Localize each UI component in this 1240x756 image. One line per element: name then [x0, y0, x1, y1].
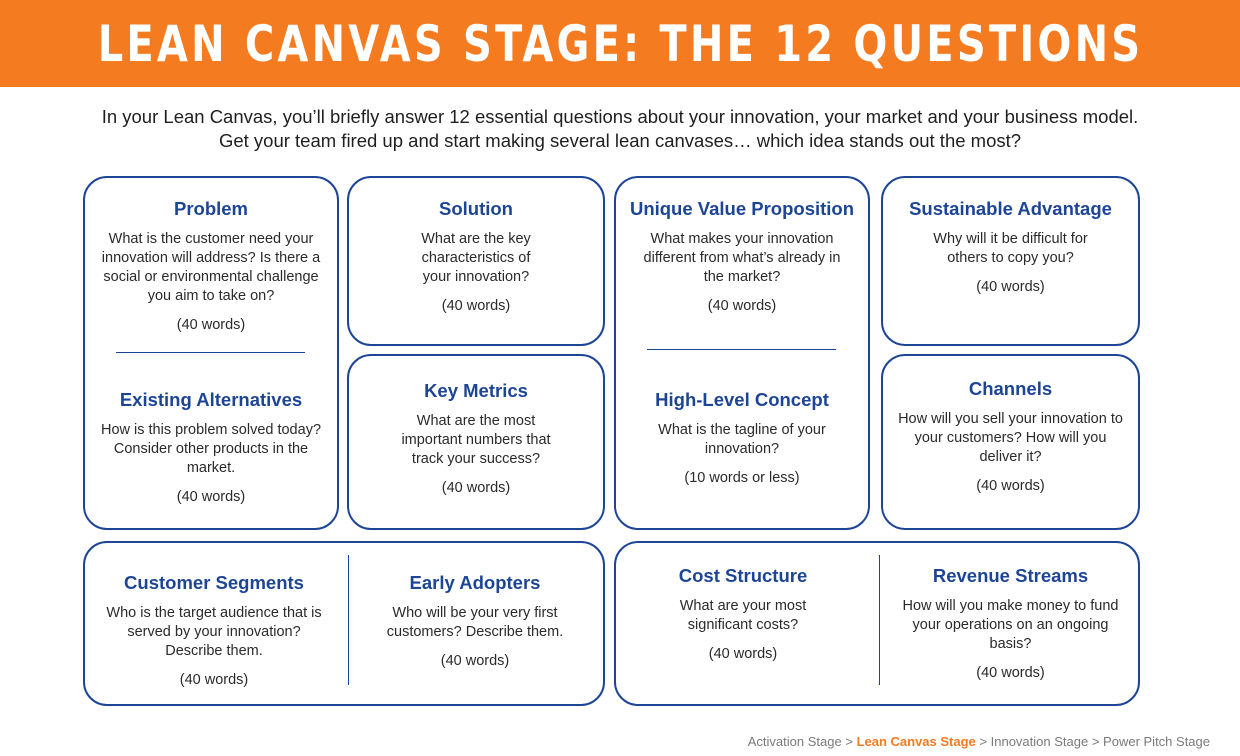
breadcrumb-lean-canvas-stage: Lean Canvas Stage	[856, 734, 976, 749]
existing-alternatives-word-limit: (40 words)	[176, 489, 246, 505]
high-level-concept-section	[624, 389, 860, 486]
breadcrumb-activation-stage: Activation Stage	[747, 734, 842, 749]
sustainable-advantage-section	[891, 198, 1130, 295]
cost-structure-question: What are your most significant costs?	[679, 598, 807, 633]
unique-value-proposition-section	[624, 198, 860, 314]
unique-value-proposition-question: What makes your innovation different from what’s already in the market?	[643, 231, 841, 285]
solution-word-limit: (40 words)	[441, 298, 511, 314]
key-metrics-question: What are the most important numbers that track your success?	[401, 413, 551, 467]
intro-line-2: Get your team fired up and start making several lean canvases… which idea stands out the most?	[218, 130, 1022, 151]
existing-alternatives-section	[93, 389, 329, 505]
channels-word-limit: (40 words)	[976, 478, 1045, 494]
unique-value-proposition-title: Unique Value Proposition	[629, 198, 855, 219]
existing-alternatives-title: Existing Alternatives	[119, 389, 303, 410]
solution-section	[357, 198, 595, 314]
revenue-streams-title: Revenue Streams	[932, 565, 1089, 586]
sustainable-advantage-word-limit: (40 words)	[976, 279, 1045, 295]
intro-text	[40, 105, 1200, 153]
cost-structure-divider	[879, 555, 880, 685]
customer-segments-word-limit: (40 words)	[179, 672, 249, 688]
page-title: LEAN CANVAS STAGE: THE 12 QUESTIONS	[97, 14, 1143, 73]
early-adopters-section	[360, 572, 590, 669]
breadcrumb-separator: >	[979, 734, 987, 749]
problem-section	[93, 198, 329, 333]
customer-segments-question: Who is the target audience that is served by your innovation? Describe them.	[106, 605, 322, 659]
customer-segments-divider	[348, 555, 349, 685]
revenue-streams-section	[891, 565, 1130, 681]
problem-title: Problem	[173, 198, 249, 219]
breadcrumb-separator: >	[1091, 734, 1100, 749]
revenue-streams-word-limit: (40 words)	[976, 665, 1045, 681]
high-level-concept-title: High-Level Concept	[655, 389, 829, 410]
breadcrumb-power-pitch-stage: Power Pitch Stage	[1103, 734, 1210, 749]
revenue-streams-question: How will you make money to fund your operations on an ongoing basis?	[902, 598, 1119, 652]
channels-section	[891, 378, 1130, 494]
cost-structure-word-limit: (40 words)	[708, 646, 778, 662]
channels-title: Channels	[968, 378, 1053, 399]
cost-structure-section	[624, 565, 862, 662]
cost-structure-title: Cost Structure	[678, 565, 808, 586]
problem-question: What is the customer need your innovation will address? Is there a social or environmental challenge you aim to take on?	[101, 231, 321, 304]
intro-line-1: In your Lean Canvas, you’ll briefly answer 12 essential questions about your innovation, your market and your business model.	[101, 106, 1139, 127]
early-adopters-question: Who will be your very first customers? Describe them.	[386, 605, 564, 640]
sustainable-advantage-question: Why will it be difficult for others to copy you?	[933, 231, 1088, 266]
title-banner	[0, 0, 1240, 87]
solution-question: What are the key characteristics of your innovation?	[421, 231, 531, 285]
channels-question: How will you sell your innovation to your customers? How will you deliver it?	[898, 411, 1123, 465]
uvp-divider	[647, 349, 836, 350]
key-metrics-section	[357, 380, 595, 496]
breadcrumb-innovation-stage: Innovation Stage	[990, 734, 1089, 749]
unique-value-proposition-word-limit: (40 words)	[707, 298, 777, 314]
problem-word-limit: (40 words)	[176, 317, 246, 333]
early-adopters-word-limit: (40 words)	[440, 653, 510, 669]
high-level-concept-question: What is the tagline of your innovation?	[658, 422, 826, 457]
customer-segments-title: Customer Segments	[124, 572, 304, 593]
breadcrumb-separator: >	[845, 734, 853, 749]
problem-divider	[116, 352, 305, 353]
existing-alternatives-question: How is this problem solved today? Consider other products in the market.	[100, 422, 322, 476]
high-level-concept-word-limit: (10 words or less)	[684, 470, 800, 486]
early-adopters-title: Early Adopters	[409, 572, 541, 593]
solution-title: Solution	[439, 198, 513, 219]
sustainable-advantage-title: Sustainable Advantage	[909, 198, 1112, 219]
customer-segments-section	[93, 572, 335, 688]
key-metrics-word-limit: (40 words)	[441, 480, 511, 496]
key-metrics-title: Key Metrics	[424, 380, 528, 401]
stage-breadcrumb	[748, 734, 1210, 749]
